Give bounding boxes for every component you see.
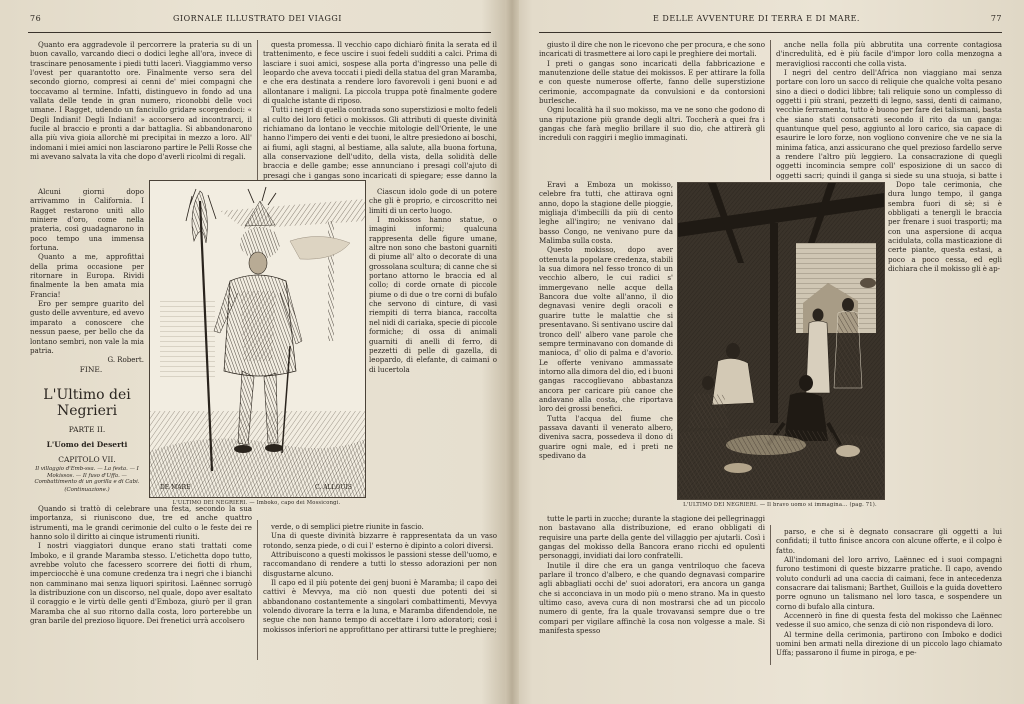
left-figure-caption: L'ULTIMO DEI NEGRIERI. — Imboko, capo dei Mossicongi.: [172, 500, 341, 506]
left-page-number: 76: [30, 14, 42, 23]
paragraph: Inutile il dire che era un ganga ventriloquo che faceva parlare il tronco d'albero, e che quando degnavasi comparire agli abbagliati occhi de' suoi adoratori, era ancora un ganga che si acconciava in un modo più o meno strano. Ma in questo ultimo caso, aveva cura di non mostrarsi che ad un piccolo numero di gente, fra la quale trovavansi sempre due o tre compari per vigilare affinchè la cosa non volgesse a male. Si manifesta spesso: [539, 560, 765, 636]
left-col2-top: [263, 40, 497, 180]
paragraph: tutte le parti in zucche; durante la stagione dei pellegrinaggi non bastavano alla distribuzione, ed erano obbligati di requisire una parte della gente del villaggio per ajutarli. Così i gangas del mokisso della Bancora erano ricchi ed opulenti personaggi, invidiati dai loro confratelli.: [539, 514, 765, 561]
paragraph: Quanto a me, approfittai della prima occasione per ritornare in Europa. Rividi finalmente la ben amata mia Francia!: [30, 252, 144, 299]
right-page: [519, 0, 1024, 704]
left-col2-bottom: [263, 522, 497, 662]
engraver-signature-left: DE MARE: [160, 484, 191, 491]
paragraph: I negri del centro dell'Africa non viaggiano mai senza portare con loro un sacco di reliquie che qualche volta pesano sino a dieci o dodici libbre; tali reliquie sono un complesso di oggetti i più strani, pezzetti di legno, sassi, denti di caimano, vecchie ferramenta, tutto è buono per fare dei talismani, basta che siano stati consacrati secondo il rito da un ganga: quantunque quel peso, aggiunto al loro carico, sia capace di esaurire le loro forze, non vogliono convenire che ve ne sia la minima fatica, anzi assicurano che quel prezioso fardello serve a rendere l'altro più leggiero. La consacrazione di quegli oggetti incomincia sempre coll' esposizione di un sacco di oggetti sacri; quindi il ganga si siede su una stuoja, si batte i: [776, 68, 1002, 180]
left-col1-top: [30, 40, 252, 180]
signature: G. Robert.: [107, 355, 144, 365]
paragraph: I preti o gangas sono incaricati della fabbricazione e manutenzione delle statue dei mokissos. E per attirare la folla e con queste numerose offerte, fanno delle superstizione cerimonie, accompagnate da convulsioni e da contorsioni burlesche.: [539, 58, 765, 106]
right-col1-bottom: [539, 514, 765, 664]
paragraph: Eravi a Emboza un mokisso, celebre fra tutti, che attirava ogni anno, dopo la stagione delle pioggie, migliaja d'imbecilli da più di cento leghe all'ingiro; ne venivano dal basso Congo, ne venivano pure da Malimba sulla costa.: [539, 180, 673, 246]
right-running-head: E DELLE AVVENTURE DI TERRA E DI MARE.: [653, 14, 860, 23]
paragraph: I nostri viaggiatori dunque erano stati trattati come Imboko, e il grande Maramba stesso. L'etichetta dopo tutto, avrebbe voluto che facessero scorrere dei fiotti di rhum, imperciocchè è una comune credenza tra i negri che i bianchi non camminano mai senza liquori spiritosi. Laënnec sorrugò la distribuzione con un discorso, nel quale, dopo aver esaltato il coraggio e le virtù delle genti d'Emboza, giurò per il gran Maramba che al suo ritorno dalla costa, loro porterebbe un gran barile del prezioso liquore. Dei frenetici urrà accolsero: [30, 541, 252, 626]
left-running-head: GIORNALE ILLUSTRATO DEI VIAGGI: [173, 14, 342, 23]
engraver-signature-right: C. ALLOUIS: [315, 484, 352, 491]
paragraph: questa promessa. Il vecchio capo dichiarò finita la serata ed il trattenimento, e fece uscire i suoi fedeli sudditi a calci. Prima di lasciare i suoi amici, sospese alla porta d'ingresso una pelle di leopardo che aveva toccati i piedi della statua del gran Maramba, e che era destinata a rendere loro favorevoli i geni buoni e ad allontanare i maligni. La piccola truppa potè finalmente godere di qualche istante di riposo.: [263, 40, 497, 106]
right-col2-top: [776, 40, 1002, 180]
right-header-rule: [539, 32, 1002, 33]
paragraph: Ero per sempre guarito del gusto delle avventure, ed avevo imparato a conoscere che nessun paese, per bello che da lontano sembri, non vale la mia patria.: [30, 299, 144, 355]
left-col1-narrow: [30, 187, 144, 379]
right-figure-caption: L'ULTIMO DEI NEGRIERI. — Il bravo uomo si immagina... (pag. 71).: [683, 502, 877, 508]
story-title: L'Ultimo dei Negrieri: [43, 387, 131, 419]
paragraph: Quando si trattò di celebrare una festa, secondo la sua importanza, si riuniscono due, tre ed anche quattro istrumenti, ma le grandi cerimonie del culto o le feste dei re hanno solo il diritto ai cinque istrumenti riuniti.: [30, 504, 252, 542]
paragraph: Quanto era aggradevole il percorrere la prateria su di un buon cavallo, varcando dieci o dodici leghe all'ora, invece di trascinare penosamente i piedi tutti lacerì. Viaggiammo verso l'ovest per quarantotto ore. Finalmente verso sera del secondo giorno, compresi ai cenni de' miei compagni che toccavamo al termine. Infatti, distinguevo in fondo ad una vallata delle tende in gran numero, riconobbi delle voci umane. I Ragget, udendo un fanciullo gridare scorgendoci: « Degli Indiani! Degli Indiani! » accorsero ad incontrarci, il fucile al braccio e pronti a dar battaglia. Si abbandonarono alla più viva gioia allorchè mi precipitai in mezzo a loro. All' indomani i miei amici non lasciarono partire le Pelli Rosse che mi avevano salvata la vita che dopo d'averli ricolmi di regali.: [30, 40, 252, 162]
paragraph: Dopo tale cerimonia, che dura lungo tempo, il ganga sembra fuori di sè; si è obbligati a tenergli le braccia per frenare i suoi trasporti; ma con una aspersione di acqua acidulata, colla masticazione di certe piante, questa estasi, a poco a poco cessa, ed egli dichiara che il mokisso gli è ap-: [888, 180, 1002, 274]
paragraph: Alcuni giorni dopo arrivammo in California. I Ragget restarono unitì allo miniere d'oro, come nella prateria, così guadagnarono in poco tempo una immensa fortuna.: [30, 187, 144, 253]
right-col2-narrow: [888, 180, 1002, 525]
right-header: [519, 14, 1024, 30]
column-divider: [770, 40, 771, 180]
paragraph: Il capo ed il più potente dei genj buoni è Maramba; il capo dei cattivi è Mevvya, ma ciò non questi due potenti dei si abbandonano costantemente a singolari combattimenti, Mevvya volendo divorare la terra e la luna, e Maramba difendendole, ne segue che non hanno tempo di accettare i loro adoratori; così i mokissos inferiori ne approfittano per attirarsi tutte le preghiere;: [263, 578, 497, 634]
left-header-rule: [28, 32, 491, 33]
paragraph: Attribuiscono a questi mokissos le passioni stesse dell'uomo, e raccomandano di rendere a tutti lo stesso adorazioni per non disgustarne alcuno.: [263, 550, 497, 578]
paragraph: Accennerò in fine di questa festa del mokisso che Laënnec vedesse il suo amico, che senza di ciò non rispondeva di loro.: [776, 611, 1002, 630]
left-page: [0, 0, 505, 704]
paragraph: Ciascun idolo gode di un potere che gli è proprio, e circoscritto nei limiti di un certo luogo.: [369, 187, 497, 215]
right-col1-narrow: [539, 180, 673, 505]
paragraph: Questo mokisso, dopo aver ottenuta la popolare credenza, stabili la sua dimora nel fesso tronco di un vecchio albero, le cui radici s' immergevano nelle acque della Bancora due volte all'anno, il dio degnavasi venire degli oracoli e guarire tutte le malattie che si presentavano. Si sentivano uscire dal tronco dell' albero vane parole che sempre terminavano con domande di manioca, d' olio di palma e d'avorio. Le offerte venivano ammassate intorno alla dimora del dio, ed i buoni gangas raccoglievano abbastanza ancora per caricare più canoe che andavano alla costa, che riportava loro dei grossi benefici.: [539, 245, 673, 414]
story-heading-block: [30, 381, 144, 493]
paragraph: Al termine della cerimonia, partirono con Imboko e dodici uomini ben armati nella direzione di un piccolo lago chiamato Uffa; passarono il fiume in piroga, e pe-: [776, 629, 1002, 658]
right-col1-top: [539, 40, 765, 180]
left-col1-bottom: [30, 504, 252, 660]
paragraph: giusto il dire che non le ricevono che per procura, e che sono incaricati di trasmettere ai loro capi le preghiere dei mortali.: [539, 40, 765, 59]
paragraph: I mokissos hanno statue, o imagini informi; qualcuna rappresenta delle figure umane, altre non sono che bastoni guarniti di piume all' alto o decorate di una grossolana scultura; di canne che si portano attorno le braccia ed al collo; di corde ornate di piccole piume o di due o tre corni di bufalo che servono di cinture, di vasi riempiti di terra bianca, raccolta nel nidi di cariaka, specie di piccole formiche; di ossa di animali guarniti di anelli di ferro, di pezzetti di pelle di gazella, di leopardo, di elefante, di caimani o di lucertola: [369, 215, 497, 374]
paragraph: Una di queste divinità bizzarre è rappresentata da un vaso rotondo, senza piede, o di cui l' esterno è dipinto a colori diversi.: [263, 531, 497, 550]
paragraph: All'indomani del loro arrivo, Laënnec ed i suoi compagni furono testimoni di queste bizzarre pratiche. Il capo, avendo voluto condurli ad una caccia di caimani, fece in antecedenza consacrare dai talismani; Barthet, Guillois e la guida dovettero porre ognuno un talismano nel loro tasca, e sospendere un corno di bufalo alla cintura.: [776, 555, 1002, 611]
paragraph: parso, e che si è degnato consacrare gli oggetti a lui confidati; il tutto finisce ancora con alcune offerte, e il colpo è fatto.: [776, 527, 1002, 555]
chapter-label: CAPITOLO VII.: [58, 455, 116, 464]
engraving-village-scene: [677, 182, 885, 500]
column-divider: [257, 520, 258, 660]
right-page-number: 77: [990, 14, 1002, 23]
engraving-imboko-drawing: [150, 181, 365, 497]
paragraph: Tutti i negri di quella contrada sono superstiziosi e molto fedeli al culto dei loro fetici o mokissos. Gli attributi di queste divinità richiamano da lontano le vecchie mitologie dell'Oriente, le une hanno l'impero dei venti e dei tuoni, le altre presiedono ai boschi, ai fiumi, agli stagni, al bestiame, alla salute, alla buona fortuna, alla conservazione dell'udito, della vista, della solidità delle braccia e delle gambe; esse annunciano i presagi coll'ajuto di presagi che i gangas sono incaricati di spiegare; esse danno la: [263, 105, 497, 180]
part-subtitle: L'Uomo dei Deserti: [46, 440, 128, 449]
paragraph: Tutta l'acqua del fiume che passava davanti il venerato albero, diveniva sacra, possedeva il dono di guarire ogni male, ed i preti ne spedivano da: [539, 413, 673, 460]
fine-label: FINE.: [79, 364, 103, 374]
column-divider: [770, 525, 771, 665]
continues-note: (Continuazione.): [64, 486, 110, 493]
paragraph: verde, o di semplici pietre riunite in fascio.: [271, 522, 424, 531]
engraving-village-scene-drawing: [678, 183, 884, 499]
column-divider: [257, 40, 258, 180]
paragraph: Ogni località ha il suo mokisso, ma ve ne sono che godono di una riputazione più grande degli altri. Toccherà a quei fra i gangas che farà meglio brillare il suo dio, che attirerà gli increduli con raggiri i meglio immaginati.: [539, 105, 765, 143]
book-gutter: [505, 0, 519, 704]
part-label: PARTE II.: [68, 425, 106, 434]
engraving-imboko: [149, 180, 366, 498]
chapter-summary: Il villaggio d'Emb-ssa. — La festa. — I Mokissos. — Il fuso d'Uffa. — Combattimento di un gorilla e di Cabi.: [34, 466, 140, 486]
left-header: [0, 14, 505, 30]
right-col2-bottom: [776, 527, 1002, 664]
left-col2-narrow: [369, 187, 497, 502]
paragraph: anche nella folla più abbrutita una corrente contagiosa d'incredulità, ed è più facile d'impor loro colla menzogna a meravigliosi racconti che colla vista.: [776, 40, 1002, 68]
